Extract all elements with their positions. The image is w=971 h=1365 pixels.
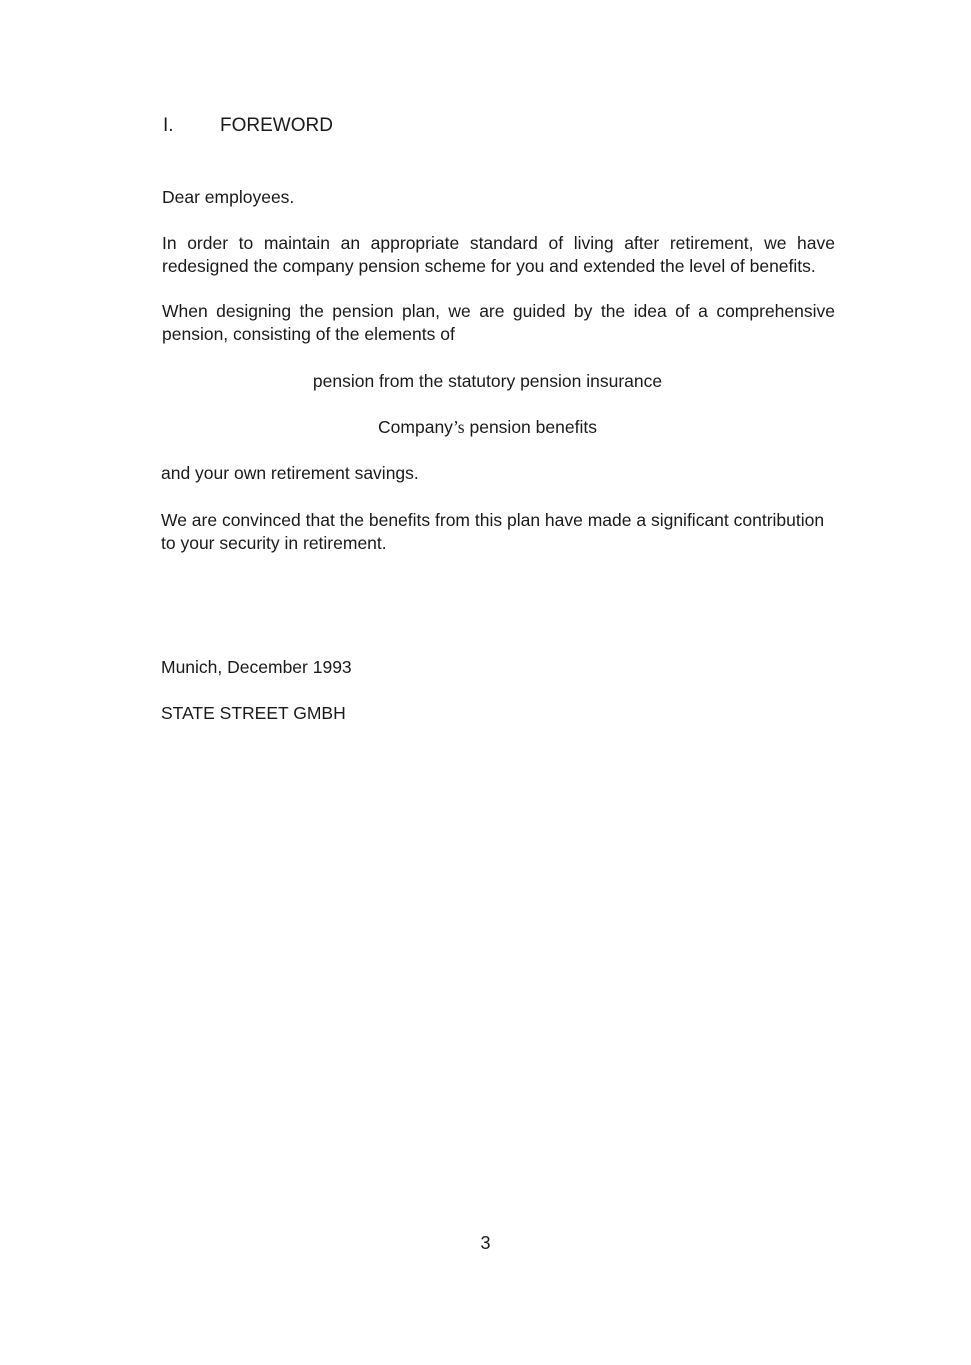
element-statutory-pension: pension from the statutory pension insurance	[312, 371, 663, 391]
element-company-pension	[162, 416, 813, 439]
element-company-suffix: pension benefits	[464, 417, 597, 437]
element-company-apostrophe: ’s	[452, 417, 465, 437]
place-date: Munich, December 1993	[161, 657, 352, 677]
section-number: I.	[163, 115, 174, 136]
section-title: FOREWORD	[220, 115, 333, 136]
element-company-prefix: Company	[378, 417, 453, 437]
section-heading	[163, 115, 333, 137]
page-number: 3	[480, 1233, 491, 1253]
paragraph-intro: In order to maintain an appropriate standard of living after retirement, we have redesigned the company pension scheme for you and extended the level of benefits.	[162, 233, 835, 276]
paragraph-plan-design: When designing the pension plan, we are guided by the idea of a comprehensive pension, consisting of the elements of	[162, 301, 835, 344]
salutation: Dear employees.	[162, 187, 295, 207]
company-name: STATE STREET GMBH	[161, 703, 346, 723]
paragraph-conviction: We are convinced that the benefits from this plan have made a significant contribution to your security in retirement.	[161, 510, 825, 553]
element-retirement-savings: and your own retirement savings.	[161, 463, 419, 483]
